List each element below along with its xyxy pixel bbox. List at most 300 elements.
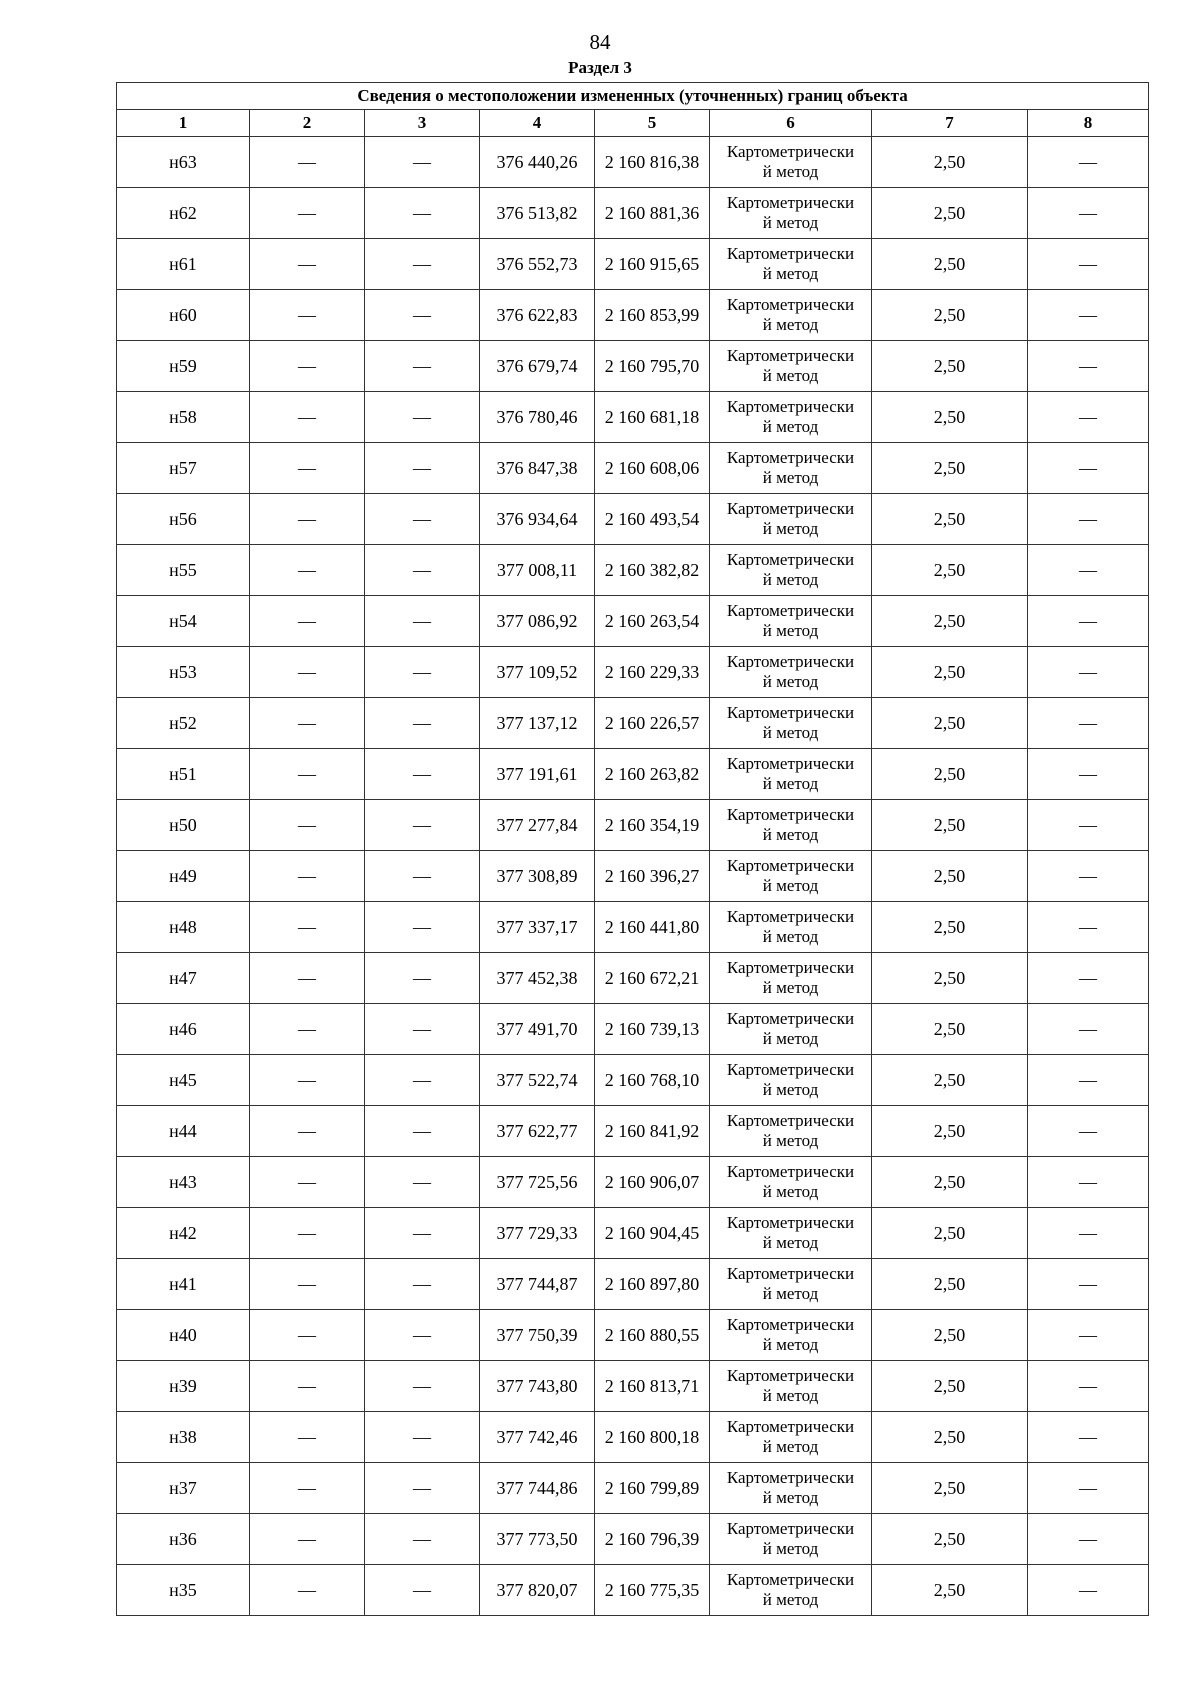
y-coordinate-cell: 2 160 799,89: [595, 1463, 710, 1514]
empty-value-cell: —: [365, 1259, 480, 1310]
y-coordinate-cell: 2 160 796,39: [595, 1514, 710, 1565]
accuracy-cell: 2,50: [872, 851, 1028, 902]
accuracy-cell: 2,50: [872, 1463, 1028, 1514]
table-row: [117, 188, 1149, 239]
method-cell: [710, 494, 872, 545]
method-line-2: й метод: [762, 621, 819, 640]
method-line-2: й метод: [762, 1182, 819, 1201]
point-cell: н54: [117, 596, 250, 647]
point-cell: н53: [117, 647, 250, 698]
method-cell: [710, 392, 872, 443]
point-cell: н62: [117, 188, 250, 239]
method-cell: [710, 1514, 872, 1565]
method-line-1: Картометрически: [726, 652, 855, 671]
empty-value-cell: —: [250, 1055, 365, 1106]
accuracy-cell: 2,50: [872, 1310, 1028, 1361]
method-line-2: й метод: [762, 519, 819, 538]
x-coordinate-cell: 376 934,64: [480, 494, 595, 545]
x-coordinate-cell: 377 137,12: [480, 698, 595, 749]
table-row: [117, 800, 1149, 851]
method-line-2: й метод: [762, 723, 819, 742]
accuracy-cell: 2,50: [872, 137, 1028, 188]
empty-value-cell: —: [250, 341, 365, 392]
table-row: [117, 392, 1149, 443]
point-cell: н49: [117, 851, 250, 902]
point-cell: н37: [117, 1463, 250, 1514]
empty-value-cell: —: [1028, 341, 1149, 392]
empty-value-cell: —: [250, 290, 365, 341]
empty-value-cell: —: [365, 290, 480, 341]
method-line-2: й метод: [762, 1590, 819, 1609]
section-title: Раздел 3: [568, 58, 632, 77]
table-row: [117, 1514, 1149, 1565]
accuracy-cell: 2,50: [872, 800, 1028, 851]
y-coordinate-cell: 2 160 775,35: [595, 1565, 710, 1616]
method-line-2: й метод: [762, 1080, 819, 1099]
empty-value-cell: —: [365, 1208, 480, 1259]
method-line-1: Картометрически: [726, 1315, 855, 1334]
x-coordinate-cell: 377 491,70: [480, 1004, 595, 1055]
empty-value-cell: —: [250, 953, 365, 1004]
column-header: 1: [117, 110, 250, 137]
method-cell: [710, 1565, 872, 1616]
x-coordinate-cell: 376 440,26: [480, 137, 595, 188]
empty-value-cell: —: [1028, 1361, 1149, 1412]
method-line-1: Картометрически: [726, 1162, 855, 1181]
y-coordinate-cell: 2 160 880,55: [595, 1310, 710, 1361]
page-number: 84: [589, 30, 611, 54]
accuracy-cell: 2,50: [872, 290, 1028, 341]
empty-value-cell: —: [1028, 1055, 1149, 1106]
method-line-1: Картометрически: [726, 448, 855, 467]
method-cell: [710, 953, 872, 1004]
x-coordinate-cell: 377 744,86: [480, 1463, 595, 1514]
empty-value-cell: —: [250, 647, 365, 698]
table-caption-row: [117, 83, 1149, 110]
method-cell: [710, 1361, 872, 1412]
empty-value-cell: —: [1028, 851, 1149, 902]
empty-value-cell: —: [250, 1004, 365, 1055]
empty-value-cell: —: [1028, 1463, 1149, 1514]
empty-value-cell: —: [1028, 1310, 1149, 1361]
point-cell: н60: [117, 290, 250, 341]
y-coordinate-cell: 2 160 881,36: [595, 188, 710, 239]
accuracy-cell: 2,50: [872, 545, 1028, 596]
empty-value-cell: —: [1028, 137, 1149, 188]
table-header-row: [117, 110, 1149, 137]
method-cell: [710, 1208, 872, 1259]
accuracy-cell: 2,50: [872, 1106, 1028, 1157]
table-row: [117, 749, 1149, 800]
table-row: [117, 494, 1149, 545]
x-coordinate-cell: 377 452,38: [480, 953, 595, 1004]
method-line-1: Картометрически: [726, 142, 855, 161]
table-row: [117, 1157, 1149, 1208]
method-line-2: й метод: [762, 468, 819, 487]
point-cell: н57: [117, 443, 250, 494]
method-line-1: Картометрически: [726, 1468, 855, 1487]
boundary-table: [116, 82, 1149, 1616]
empty-value-cell: —: [250, 902, 365, 953]
empty-value-cell: —: [1028, 902, 1149, 953]
method-cell: [710, 1106, 872, 1157]
point-cell: н44: [117, 1106, 250, 1157]
accuracy-cell: 2,50: [872, 341, 1028, 392]
table-row: [117, 1463, 1149, 1514]
empty-value-cell: —: [250, 545, 365, 596]
point-cell: н48: [117, 902, 250, 953]
method-line-2: й метод: [762, 1488, 819, 1507]
point-cell: н52: [117, 698, 250, 749]
y-coordinate-cell: 2 160 382,82: [595, 545, 710, 596]
empty-value-cell: —: [1028, 1514, 1149, 1565]
x-coordinate-cell: 376 552,73: [480, 239, 595, 290]
method-line-1: Картометрически: [726, 1213, 855, 1232]
method-line-1: Картометрически: [726, 856, 855, 875]
table-body: [117, 137, 1149, 1616]
x-coordinate-cell: 377 743,80: [480, 1361, 595, 1412]
x-coordinate-cell: 377 820,07: [480, 1565, 595, 1616]
empty-value-cell: —: [250, 698, 365, 749]
accuracy-cell: 2,50: [872, 1157, 1028, 1208]
empty-value-cell: —: [250, 137, 365, 188]
method-line-2: й метод: [762, 1131, 819, 1150]
method-line-2: й метод: [762, 315, 819, 334]
y-coordinate-cell: 2 160 816,38: [595, 137, 710, 188]
y-coordinate-cell: 2 160 915,65: [595, 239, 710, 290]
accuracy-cell: 2,50: [872, 443, 1028, 494]
x-coordinate-cell: 377 191,61: [480, 749, 595, 800]
method-line-2: й метод: [762, 1284, 819, 1303]
accuracy-cell: 2,50: [872, 1055, 1028, 1106]
method-line-2: й метод: [762, 1233, 819, 1252]
empty-value-cell: —: [250, 1106, 365, 1157]
method-line-1: Картометрически: [726, 499, 855, 518]
empty-value-cell: —: [250, 239, 365, 290]
method-line-2: й метод: [762, 417, 819, 436]
y-coordinate-cell: 2 160 441,80: [595, 902, 710, 953]
empty-value-cell: —: [365, 1412, 480, 1463]
empty-value-cell: —: [1028, 749, 1149, 800]
empty-value-cell: —: [250, 392, 365, 443]
empty-value-cell: —: [1028, 1106, 1149, 1157]
x-coordinate-cell: 377 277,84: [480, 800, 595, 851]
table-row: [117, 1004, 1149, 1055]
method-line-2: й метод: [762, 1029, 819, 1048]
method-cell: [710, 341, 872, 392]
empty-value-cell: —: [1028, 647, 1149, 698]
table-row: [117, 443, 1149, 494]
empty-value-cell: —: [365, 698, 480, 749]
method-cell: [710, 749, 872, 800]
empty-value-cell: —: [1028, 188, 1149, 239]
x-coordinate-cell: 377 337,17: [480, 902, 595, 953]
method-line-1: Картометрически: [726, 1570, 855, 1589]
empty-value-cell: —: [365, 392, 480, 443]
empty-value-cell: —: [365, 1463, 480, 1514]
empty-value-cell: —: [250, 1514, 365, 1565]
method-cell: [710, 647, 872, 698]
y-coordinate-cell: 2 160 608,06: [595, 443, 710, 494]
empty-value-cell: —: [1028, 1208, 1149, 1259]
column-header: 2: [250, 110, 365, 137]
empty-value-cell: —: [365, 1361, 480, 1412]
table-row: [117, 137, 1149, 188]
accuracy-cell: 2,50: [872, 1361, 1028, 1412]
point-cell: н38: [117, 1412, 250, 1463]
method-cell: [710, 902, 872, 953]
empty-value-cell: —: [365, 545, 480, 596]
x-coordinate-cell: 376 847,38: [480, 443, 595, 494]
x-coordinate-cell: 377 742,46: [480, 1412, 595, 1463]
method-cell: [710, 545, 872, 596]
empty-value-cell: —: [250, 749, 365, 800]
table-row: [117, 290, 1149, 341]
y-coordinate-cell: 2 160 897,80: [595, 1259, 710, 1310]
method-line-2: й метод: [762, 264, 819, 283]
method-line-1: Картометрически: [726, 244, 855, 263]
empty-value-cell: —: [1028, 392, 1149, 443]
y-coordinate-cell: 2 160 493,54: [595, 494, 710, 545]
empty-value-cell: —: [365, 188, 480, 239]
table-row: [117, 1412, 1149, 1463]
method-cell: [710, 1004, 872, 1055]
method-line-1: Картометрически: [726, 1264, 855, 1283]
x-coordinate-cell: 377 522,74: [480, 1055, 595, 1106]
empty-value-cell: —: [1028, 494, 1149, 545]
empty-value-cell: —: [1028, 1157, 1149, 1208]
x-coordinate-cell: 377 773,50: [480, 1514, 595, 1565]
accuracy-cell: 2,50: [872, 749, 1028, 800]
empty-value-cell: —: [365, 443, 480, 494]
method-cell: [710, 1259, 872, 1310]
y-coordinate-cell: 2 160 904,45: [595, 1208, 710, 1259]
table-row: [117, 1106, 1149, 1157]
x-coordinate-cell: 377 109,52: [480, 647, 595, 698]
method-cell: [710, 1055, 872, 1106]
method-line-2: й метод: [762, 366, 819, 385]
empty-value-cell: —: [365, 1310, 480, 1361]
method-cell: [710, 1463, 872, 1514]
table-row: [117, 647, 1149, 698]
empty-value-cell: —: [365, 596, 480, 647]
empty-value-cell: —: [365, 239, 480, 290]
method-line-1: Картометрически: [726, 1111, 855, 1130]
point-cell: н42: [117, 1208, 250, 1259]
accuracy-cell: 2,50: [872, 188, 1028, 239]
y-coordinate-cell: 2 160 906,07: [595, 1157, 710, 1208]
method-line-1: Картометрически: [726, 1060, 855, 1079]
y-coordinate-cell: 2 160 853,99: [595, 290, 710, 341]
method-cell: [710, 188, 872, 239]
table-caption: Сведения о местоположении измененных (уточненных) границ объекта: [117, 83, 1149, 110]
empty-value-cell: —: [250, 851, 365, 902]
method-cell: [710, 1412, 872, 1463]
method-cell: [710, 290, 872, 341]
table-row: [117, 1259, 1149, 1310]
y-coordinate-cell: 2 160 768,10: [595, 1055, 710, 1106]
table-row: [117, 1361, 1149, 1412]
empty-value-cell: —: [250, 1412, 365, 1463]
method-line-1: Картометрически: [726, 1417, 855, 1436]
empty-value-cell: —: [250, 1157, 365, 1208]
x-coordinate-cell: 376 622,83: [480, 290, 595, 341]
x-coordinate-cell: 377 729,33: [480, 1208, 595, 1259]
point-cell: н39: [117, 1361, 250, 1412]
empty-value-cell: —: [1028, 953, 1149, 1004]
method-line-2: й метод: [762, 927, 819, 946]
method-line-1: Картометрически: [726, 1009, 855, 1028]
table-row: [117, 545, 1149, 596]
y-coordinate-cell: 2 160 263,82: [595, 749, 710, 800]
table-row: [117, 1055, 1149, 1106]
empty-value-cell: —: [365, 749, 480, 800]
table-row: [117, 698, 1149, 749]
y-coordinate-cell: 2 160 226,57: [595, 698, 710, 749]
y-coordinate-cell: 2 160 795,70: [595, 341, 710, 392]
accuracy-cell: 2,50: [872, 596, 1028, 647]
point-cell: н43: [117, 1157, 250, 1208]
method-line-2: й метод: [762, 570, 819, 589]
empty-value-cell: —: [1028, 800, 1149, 851]
method-cell: [710, 851, 872, 902]
accuracy-cell: 2,50: [872, 1004, 1028, 1055]
column-header: 5: [595, 110, 710, 137]
method-line-2: й метод: [762, 213, 819, 232]
empty-value-cell: —: [1028, 1412, 1149, 1463]
point-cell: н58: [117, 392, 250, 443]
empty-value-cell: —: [250, 188, 365, 239]
method-cell: [710, 443, 872, 494]
method-line-2: й метод: [762, 1539, 819, 1558]
accuracy-cell: 2,50: [872, 392, 1028, 443]
method-line-1: Картометрически: [726, 601, 855, 620]
accuracy-cell: 2,50: [872, 902, 1028, 953]
method-line-1: Картометрически: [726, 907, 855, 926]
y-coordinate-cell: 2 160 800,18: [595, 1412, 710, 1463]
table-row: [117, 902, 1149, 953]
method-line-2: й метод: [762, 825, 819, 844]
method-cell: [710, 1157, 872, 1208]
x-coordinate-cell: 376 780,46: [480, 392, 595, 443]
table-row: [117, 953, 1149, 1004]
empty-value-cell: —: [250, 1463, 365, 1514]
empty-value-cell: —: [250, 1310, 365, 1361]
empty-value-cell: —: [250, 800, 365, 851]
empty-value-cell: —: [250, 1208, 365, 1259]
y-coordinate-cell: 2 160 681,18: [595, 392, 710, 443]
accuracy-cell: 2,50: [872, 1514, 1028, 1565]
empty-value-cell: —: [365, 341, 480, 392]
empty-value-cell: —: [365, 137, 480, 188]
column-header: 7: [872, 110, 1028, 137]
column-header: 8: [1028, 110, 1149, 137]
point-cell: н36: [117, 1514, 250, 1565]
x-coordinate-cell: 377 725,56: [480, 1157, 595, 1208]
y-coordinate-cell: 2 160 229,33: [595, 647, 710, 698]
method-cell: [710, 800, 872, 851]
y-coordinate-cell: 2 160 672,21: [595, 953, 710, 1004]
method-line-1: Картометрически: [726, 550, 855, 569]
method-line-1: Картометрически: [726, 805, 855, 824]
point-cell: н40: [117, 1310, 250, 1361]
point-cell: н51: [117, 749, 250, 800]
x-coordinate-cell: 377 308,89: [480, 851, 595, 902]
empty-value-cell: —: [1028, 1565, 1149, 1616]
point-cell: н41: [117, 1259, 250, 1310]
empty-value-cell: —: [1028, 239, 1149, 290]
method-line-2: й метод: [762, 1386, 819, 1405]
empty-value-cell: —: [365, 1157, 480, 1208]
method-cell: [710, 596, 872, 647]
x-coordinate-cell: 377 750,39: [480, 1310, 595, 1361]
point-cell: н56: [117, 494, 250, 545]
y-coordinate-cell: 2 160 396,27: [595, 851, 710, 902]
method-cell: [710, 137, 872, 188]
method-line-1: Картометрически: [726, 346, 855, 365]
empty-value-cell: —: [365, 1004, 480, 1055]
x-coordinate-cell: 376 679,74: [480, 341, 595, 392]
empty-value-cell: —: [365, 1106, 480, 1157]
method-line-2: й метод: [762, 1437, 819, 1456]
point-cell: н61: [117, 239, 250, 290]
table-row: [117, 851, 1149, 902]
column-header: 3: [365, 110, 480, 137]
table-row: [117, 1310, 1149, 1361]
point-cell: н35: [117, 1565, 250, 1616]
x-coordinate-cell: 377 008,11: [480, 545, 595, 596]
x-coordinate-cell: 377 086,92: [480, 596, 595, 647]
x-coordinate-cell: 376 513,82: [480, 188, 595, 239]
empty-value-cell: —: [365, 494, 480, 545]
empty-value-cell: —: [365, 953, 480, 1004]
y-coordinate-cell: 2 160 841,92: [595, 1106, 710, 1157]
point-cell: н55: [117, 545, 250, 596]
method-line-1: Картометрически: [726, 958, 855, 977]
empty-value-cell: —: [365, 1565, 480, 1616]
y-coordinate-cell: 2 160 263,54: [595, 596, 710, 647]
accuracy-cell: 2,50: [872, 239, 1028, 290]
column-header: 4: [480, 110, 595, 137]
empty-value-cell: —: [365, 851, 480, 902]
point-cell: н47: [117, 953, 250, 1004]
method-line-2: й метод: [762, 1335, 819, 1354]
method-line-2: й метод: [762, 162, 819, 181]
method-cell: [710, 1310, 872, 1361]
method-line-1: Картометрически: [726, 1366, 855, 1385]
empty-value-cell: —: [365, 1055, 480, 1106]
method-line-2: й метод: [762, 672, 819, 691]
empty-value-cell: —: [1028, 545, 1149, 596]
point-cell: н50: [117, 800, 250, 851]
empty-value-cell: —: [250, 1259, 365, 1310]
column-header: 6: [710, 110, 872, 137]
empty-value-cell: —: [1028, 596, 1149, 647]
empty-value-cell: —: [1028, 290, 1149, 341]
point-cell: н59: [117, 341, 250, 392]
table-row: [117, 341, 1149, 392]
accuracy-cell: 2,50: [872, 647, 1028, 698]
empty-value-cell: —: [1028, 443, 1149, 494]
x-coordinate-cell: 377 622,77: [480, 1106, 595, 1157]
empty-value-cell: —: [250, 494, 365, 545]
empty-value-cell: —: [1028, 698, 1149, 749]
method-line-1: Картометрически: [726, 754, 855, 773]
accuracy-cell: 2,50: [872, 1208, 1028, 1259]
y-coordinate-cell: 2 160 739,13: [595, 1004, 710, 1055]
method-line-2: й метод: [762, 876, 819, 895]
accuracy-cell: 2,50: [872, 494, 1028, 545]
